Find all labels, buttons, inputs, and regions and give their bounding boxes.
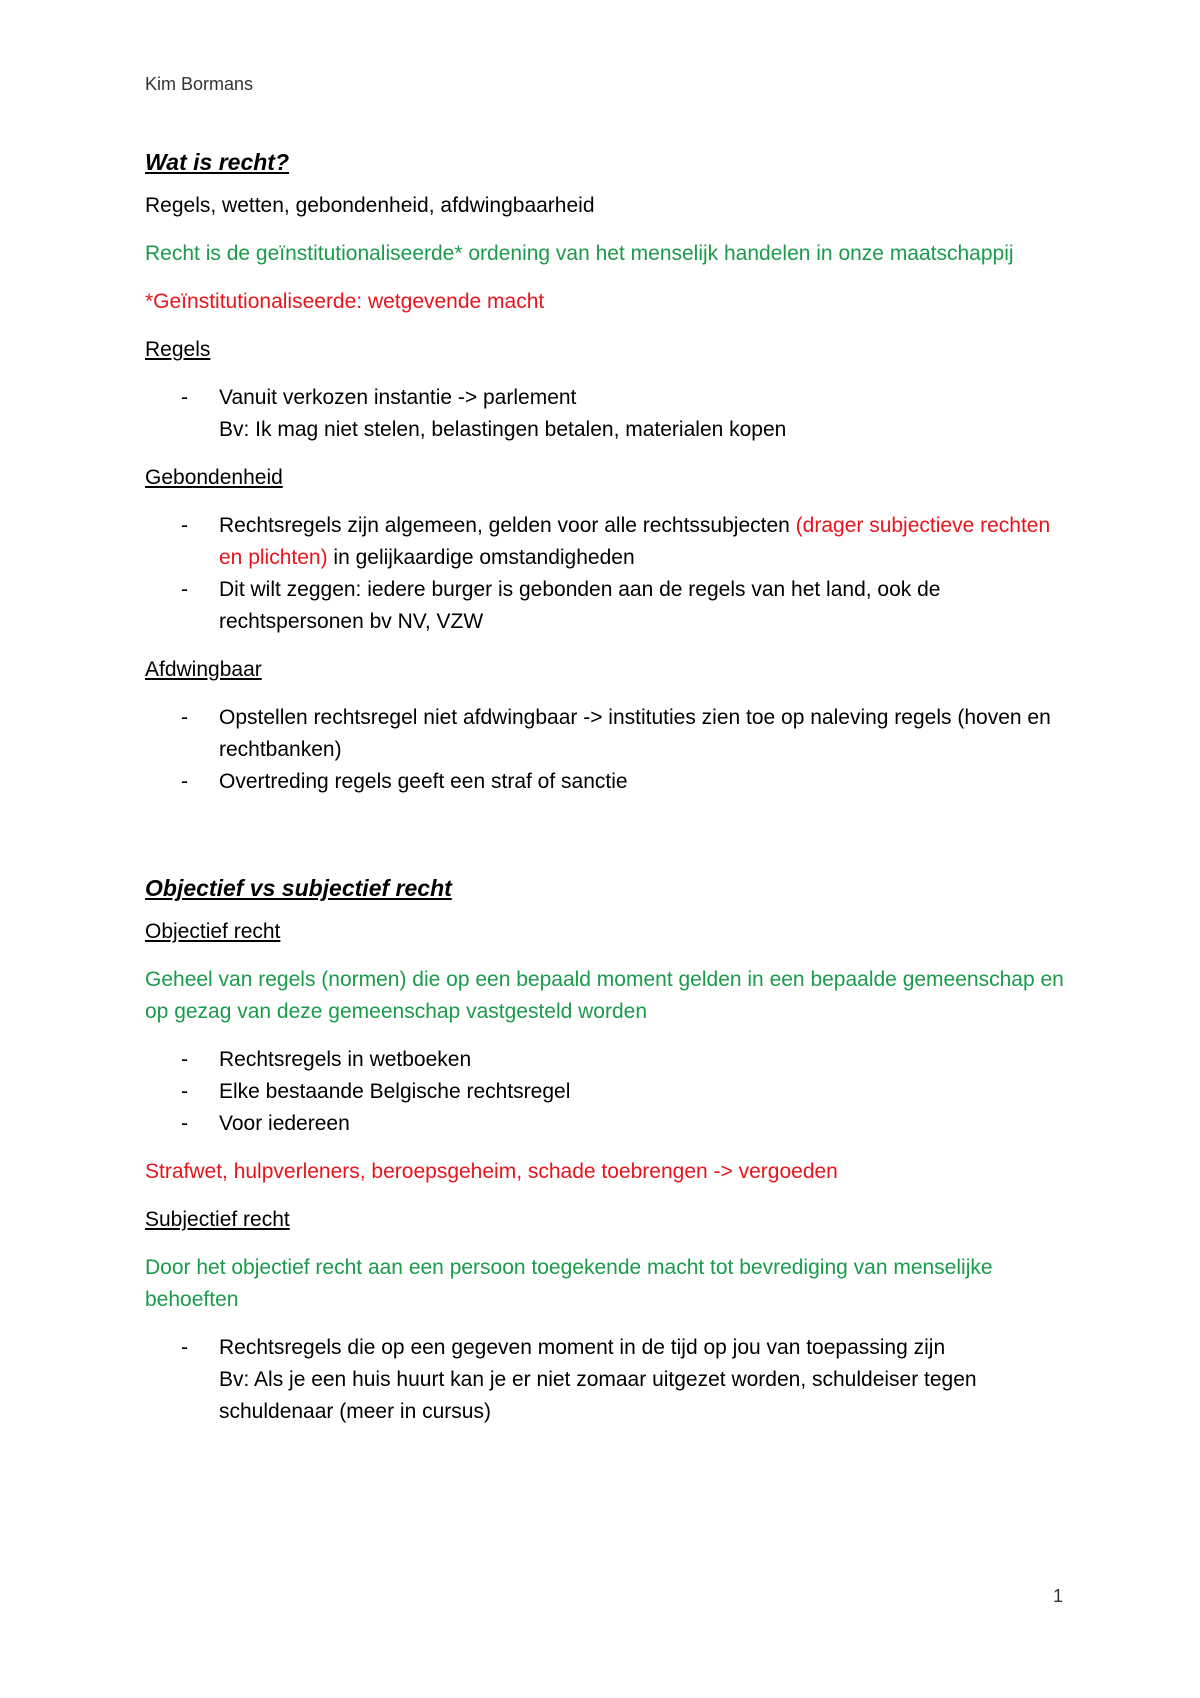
heading-regels: Regels	[145, 338, 211, 361]
dash-bullet: -	[181, 1336, 188, 1359]
dash-bullet: -	[181, 386, 188, 409]
intro-text: Regels, wetten, gebondenheid, afdwingbaarheid	[145, 194, 595, 217]
dash-bullet: -	[181, 1080, 188, 1103]
list-item	[145, 1076, 1065, 1108]
list-item-text: Elke bestaande Belgische rechtsregel	[219, 1080, 571, 1103]
section-title-objectief-vs-subjectief: Objectief vs subjectief recht	[145, 875, 452, 901]
dash-bullet: -	[181, 1112, 188, 1135]
dash-bullet: -	[181, 706, 188, 729]
definition-objectief: Geheel van regels (normen) die op een bepaald moment gelden in een bepaalde gemeenschap en op gezag van deze gemeenschap vastgesteld worden	[145, 968, 1064, 1023]
list-item	[145, 510, 1065, 574]
list-item	[145, 574, 1065, 638]
list-item-text: Vanuit verkozen instantie -> parlement	[219, 386, 577, 409]
highlight-red-text: (drager subjectieve rechten en plichten)	[219, 514, 1051, 569]
section-spacer	[145, 814, 1065, 872]
list-item	[145, 702, 1065, 766]
list-item-text: Opstellen rechtsregel niet afdwingbaar -> instituties zien toe op naleving regels (hoven en rechtbanken)	[219, 706, 1051, 761]
heading-afdwingbaar: Afdwingbaar	[145, 658, 262, 681]
dash-bullet: -	[181, 770, 188, 793]
list-item-text: Rechtsregels die op een gegeven moment in de tijd op jou van toepassing zijn	[219, 1336, 946, 1359]
list-afdwingbaar	[145, 702, 1065, 798]
list-gebondenheid	[145, 510, 1065, 638]
list-item	[145, 1332, 1065, 1428]
heading-gebondenheid: Gebondenheid	[145, 466, 283, 489]
list-item	[145, 1044, 1065, 1076]
list-item-text: Rechtsregels zijn algemeen, gelden voor alle rechtssubjecten	[219, 514, 796, 537]
list-item-example: Bv: Als je een huis huurt kan je er niet zomaar uitgezet worden, schuldeiser tegen schuldenaar (meer in cursus)	[219, 1368, 977, 1423]
list-objectief	[145, 1044, 1065, 1140]
list-item	[145, 766, 1065, 798]
section-title-wat-is-recht: Wat is recht?	[145, 149, 289, 175]
dash-bullet: -	[181, 514, 188, 537]
page-number: 1	[1053, 1586, 1064, 1606]
dash-bullet: -	[181, 578, 188, 601]
document-body	[145, 146, 1065, 1444]
list-item-text: Overtreding regels geeft een straf of sanctie	[219, 770, 628, 793]
list-item	[145, 382, 1065, 446]
list-item-text-end: in gelijkaardige omstandigheden	[327, 546, 635, 569]
definition-recht: Recht is de geïnstitutionaliseerde* ordening van het menselijk handelen in onze maatschappij	[145, 242, 1014, 265]
definition-subjectief: Door het objectief recht aan een persoon toegekende macht tot bevrediging van menselijke behoeften	[145, 1256, 993, 1311]
list-item-text: Dit wilt zeggen: iedere burger is gebonden aan de regels van het land, ook de rechtspersonen bv NV, VZW	[219, 578, 941, 633]
list-subjectief	[145, 1332, 1065, 1428]
header-author: Kim Bormans	[145, 74, 254, 94]
footnote-text: *Geïnstitutionaliseerde: wetgevende macht	[145, 290, 545, 313]
note-red: Strafwet, hulpverleners, beroepsgeheim, schade toebrengen -> vergoeden	[145, 1160, 838, 1183]
heading-objectief-recht: Objectief recht	[145, 920, 281, 943]
list-regels	[145, 382, 1065, 446]
list-item-text: Rechtsregels in wetboeken	[219, 1048, 472, 1071]
list-item-example: Bv: Ik mag niet stelen, belastingen betalen, materialen kopen	[219, 418, 787, 441]
list-item-text: Voor iedereen	[219, 1112, 350, 1135]
list-item	[145, 1108, 1065, 1140]
dash-bullet: -	[181, 1048, 188, 1071]
heading-subjectief-recht: Subjectief recht	[145, 1208, 290, 1231]
